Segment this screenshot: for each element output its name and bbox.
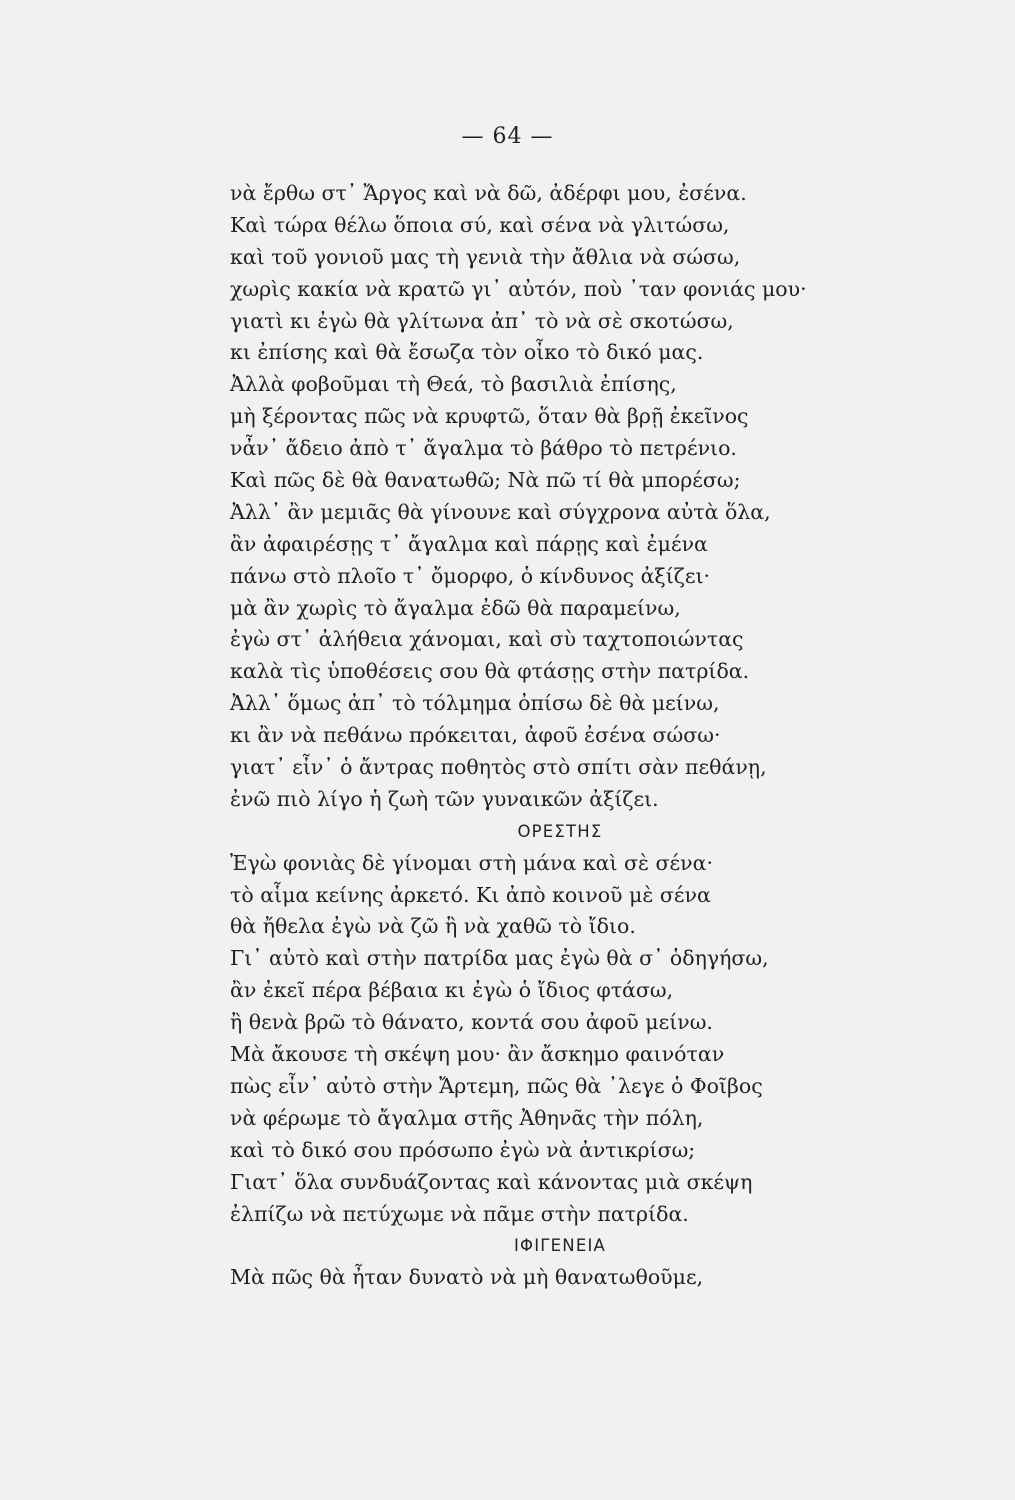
verse-line: ἐγὼ στ᾿ ἀλήθεια χάνομαι, καὶ σὺ ταχτοποιώντας xyxy=(230,627,744,652)
verse-line: Ἀλλ᾿ ἂν μεμιᾶς θὰ γίνουνε καὶ σύγχρονα αὐτὰ ὅλα, xyxy=(230,499,771,524)
speaker-heading-iphigenia: ΙΦΙΓΕΝΕΙΑ xyxy=(513,1236,607,1256)
verse-line: μὴ ξέροντας πῶς νὰ κρυφτῶ, ὅταν θὰ βρῇ ἐκεῖνος xyxy=(230,404,749,429)
speaker-heading-orestes: ΟΡΕΣΤΗΣ xyxy=(517,821,603,841)
page-number: — 64 — xyxy=(461,124,554,149)
verse-line: Ἀλλὰ φοβοῦμαι τὴ Θεά, τὸ βασιλιὰ ἐπίσης, xyxy=(230,372,677,397)
passage-1 xyxy=(230,178,850,816)
verse-line: γιατὶ κι ἐγὼ θὰ γλίτωνα ἀπ᾿ τὸ νὰ σὲ σκοτώσω, xyxy=(230,308,734,333)
verse-line: ἐλπίζω νὰ πετύχωμε νὰ πᾶμε στὴν πατρίδα. xyxy=(230,1201,689,1226)
verse-line: χωρὶς κακία νὰ κρατῶ γι᾿ αὐτόν, ποὺ ᾿ταν φονιάς μου· xyxy=(230,276,807,301)
verse-line: ἂν ἀφαιρέσῃς τ᾿ ἄγαλμα καὶ πάρῃς καὶ ἐμένα xyxy=(230,531,708,556)
poem-text xyxy=(230,178,850,1294)
verse-line: Ἀλλ᾿ ὅμως ἀπ᾿ τὸ τόλμημα ὀπίσω δὲ θὰ μείνω, xyxy=(230,691,720,716)
passage-2 xyxy=(230,848,850,1231)
verse-line: κι ἐπίσης καὶ θὰ ἔσωζα τὸν οἶκο τὸ δικό μας. xyxy=(230,340,704,365)
verse-line: μὰ ἂν χωρὶς τὸ ἄγαλμα ἐδῶ θὰ παραμείνω, xyxy=(230,595,681,620)
verse-line: ἂν ἐκεῖ πέρα βέβαια κι ἐγὼ ὁ ἴδιος φτάσω, xyxy=(230,978,674,1003)
verse-line: Γιατ᾿ ὅλα συνδυάζοντας καὶ κάνοντας μιὰ σκέψη xyxy=(230,1169,753,1194)
verse-line: γιατ᾿ εἶν᾿ ὁ ἄντρας ποθητὸς στὸ σπίτι σὰν πεθάνῃ, xyxy=(230,755,767,780)
verse-line: Μὰ ἄκουσε τὴ σκέψη μου· ἂν ἄσκημο φαινόταν xyxy=(230,1042,725,1067)
verse-line: Μὰ πῶς θὰ ἦταν δυνατὸ νὰ μὴ θανατωθοῦμε, xyxy=(230,1265,704,1290)
verse-line: ἢ θενὰ βρῶ τὸ θάνατο, κοντά σου ἀφοῦ μείνω. xyxy=(230,1010,713,1035)
verse-line: πὼς εἶν᾿ αὐτὸ στὴν Ἄρτεμη, πῶς θὰ ᾿λεγε ὁ Φοῖβος xyxy=(230,1073,763,1098)
verse-line: Καὶ πῶς δὲ θὰ θανατωθῶ; Νὰ πῶ τί θὰ μπορέσω; xyxy=(230,468,741,493)
verse-line: νἆν᾿ ἄδειο ἀπὸ τ᾿ ἄγαλμα τὸ βάθρο τὸ πετρένιο. xyxy=(230,436,737,461)
passage-3 xyxy=(230,1262,850,1294)
verse-line: κι ἂν νὰ πεθάνω πρόκειται, ἀφοῦ ἐσένα σώσω· xyxy=(230,723,721,748)
verse-line: τὸ αἷμα κείνης ἀρκετό. Κι ἀπὸ κοινοῦ μὲ σένα xyxy=(230,882,711,907)
verse-line: πάνω στὸ πλοῖο τ᾿ ὄμορφο, ὁ κίνδυνος ἀξίζει· xyxy=(230,563,711,588)
verse-line: νὰ φέρωμε τὸ ἄγαλμα στῆς Ἀθηνᾶς τὴν πόλη, xyxy=(230,1105,704,1130)
verse-line: Καὶ τώρα θέλω ὅποια σύ, καὶ σένα νὰ γλιτώσω, xyxy=(230,212,730,237)
verse-line: Ἐγὼ φονιὰς δὲ γίνομαι στὴ μάνα καὶ σὲ σένα· xyxy=(230,850,713,875)
verse-line: καὶ τοῦ γονιοῦ μας τὴ γενιὰ τὴν ἄθλια νὰ σώσω, xyxy=(230,244,741,269)
verse-line: καλὰ τὶς ὑποθέσεις σου θὰ φτάσῃς στὴν πατρίδα. xyxy=(230,659,750,684)
verse-line: Γι᾿ αὐτὸ καὶ στὴν πατρίδα μας ἐγὼ θὰ σ᾿ ὁδηγήσω, xyxy=(230,946,769,971)
verse-line: ἐνῶ πιὸ λίγο ἡ ζωὴ τῶν γυναικῶν ἀξίζει. xyxy=(230,786,659,811)
verse-line: νὰ ἔρθω στ᾿ Ἄργος καὶ νὰ δῶ, ἀδέρφι μου, ἐσένα. xyxy=(230,181,747,205)
verse-line: καὶ τὸ δικό σου πρόσωπο ἐγὼ νὰ ἀντικρίσω; xyxy=(230,1137,696,1162)
verse-line: θὰ ἤθελα ἐγὼ νὰ ζῶ ἢ νὰ χαθῶ τὸ ἴδιο. xyxy=(230,914,636,939)
